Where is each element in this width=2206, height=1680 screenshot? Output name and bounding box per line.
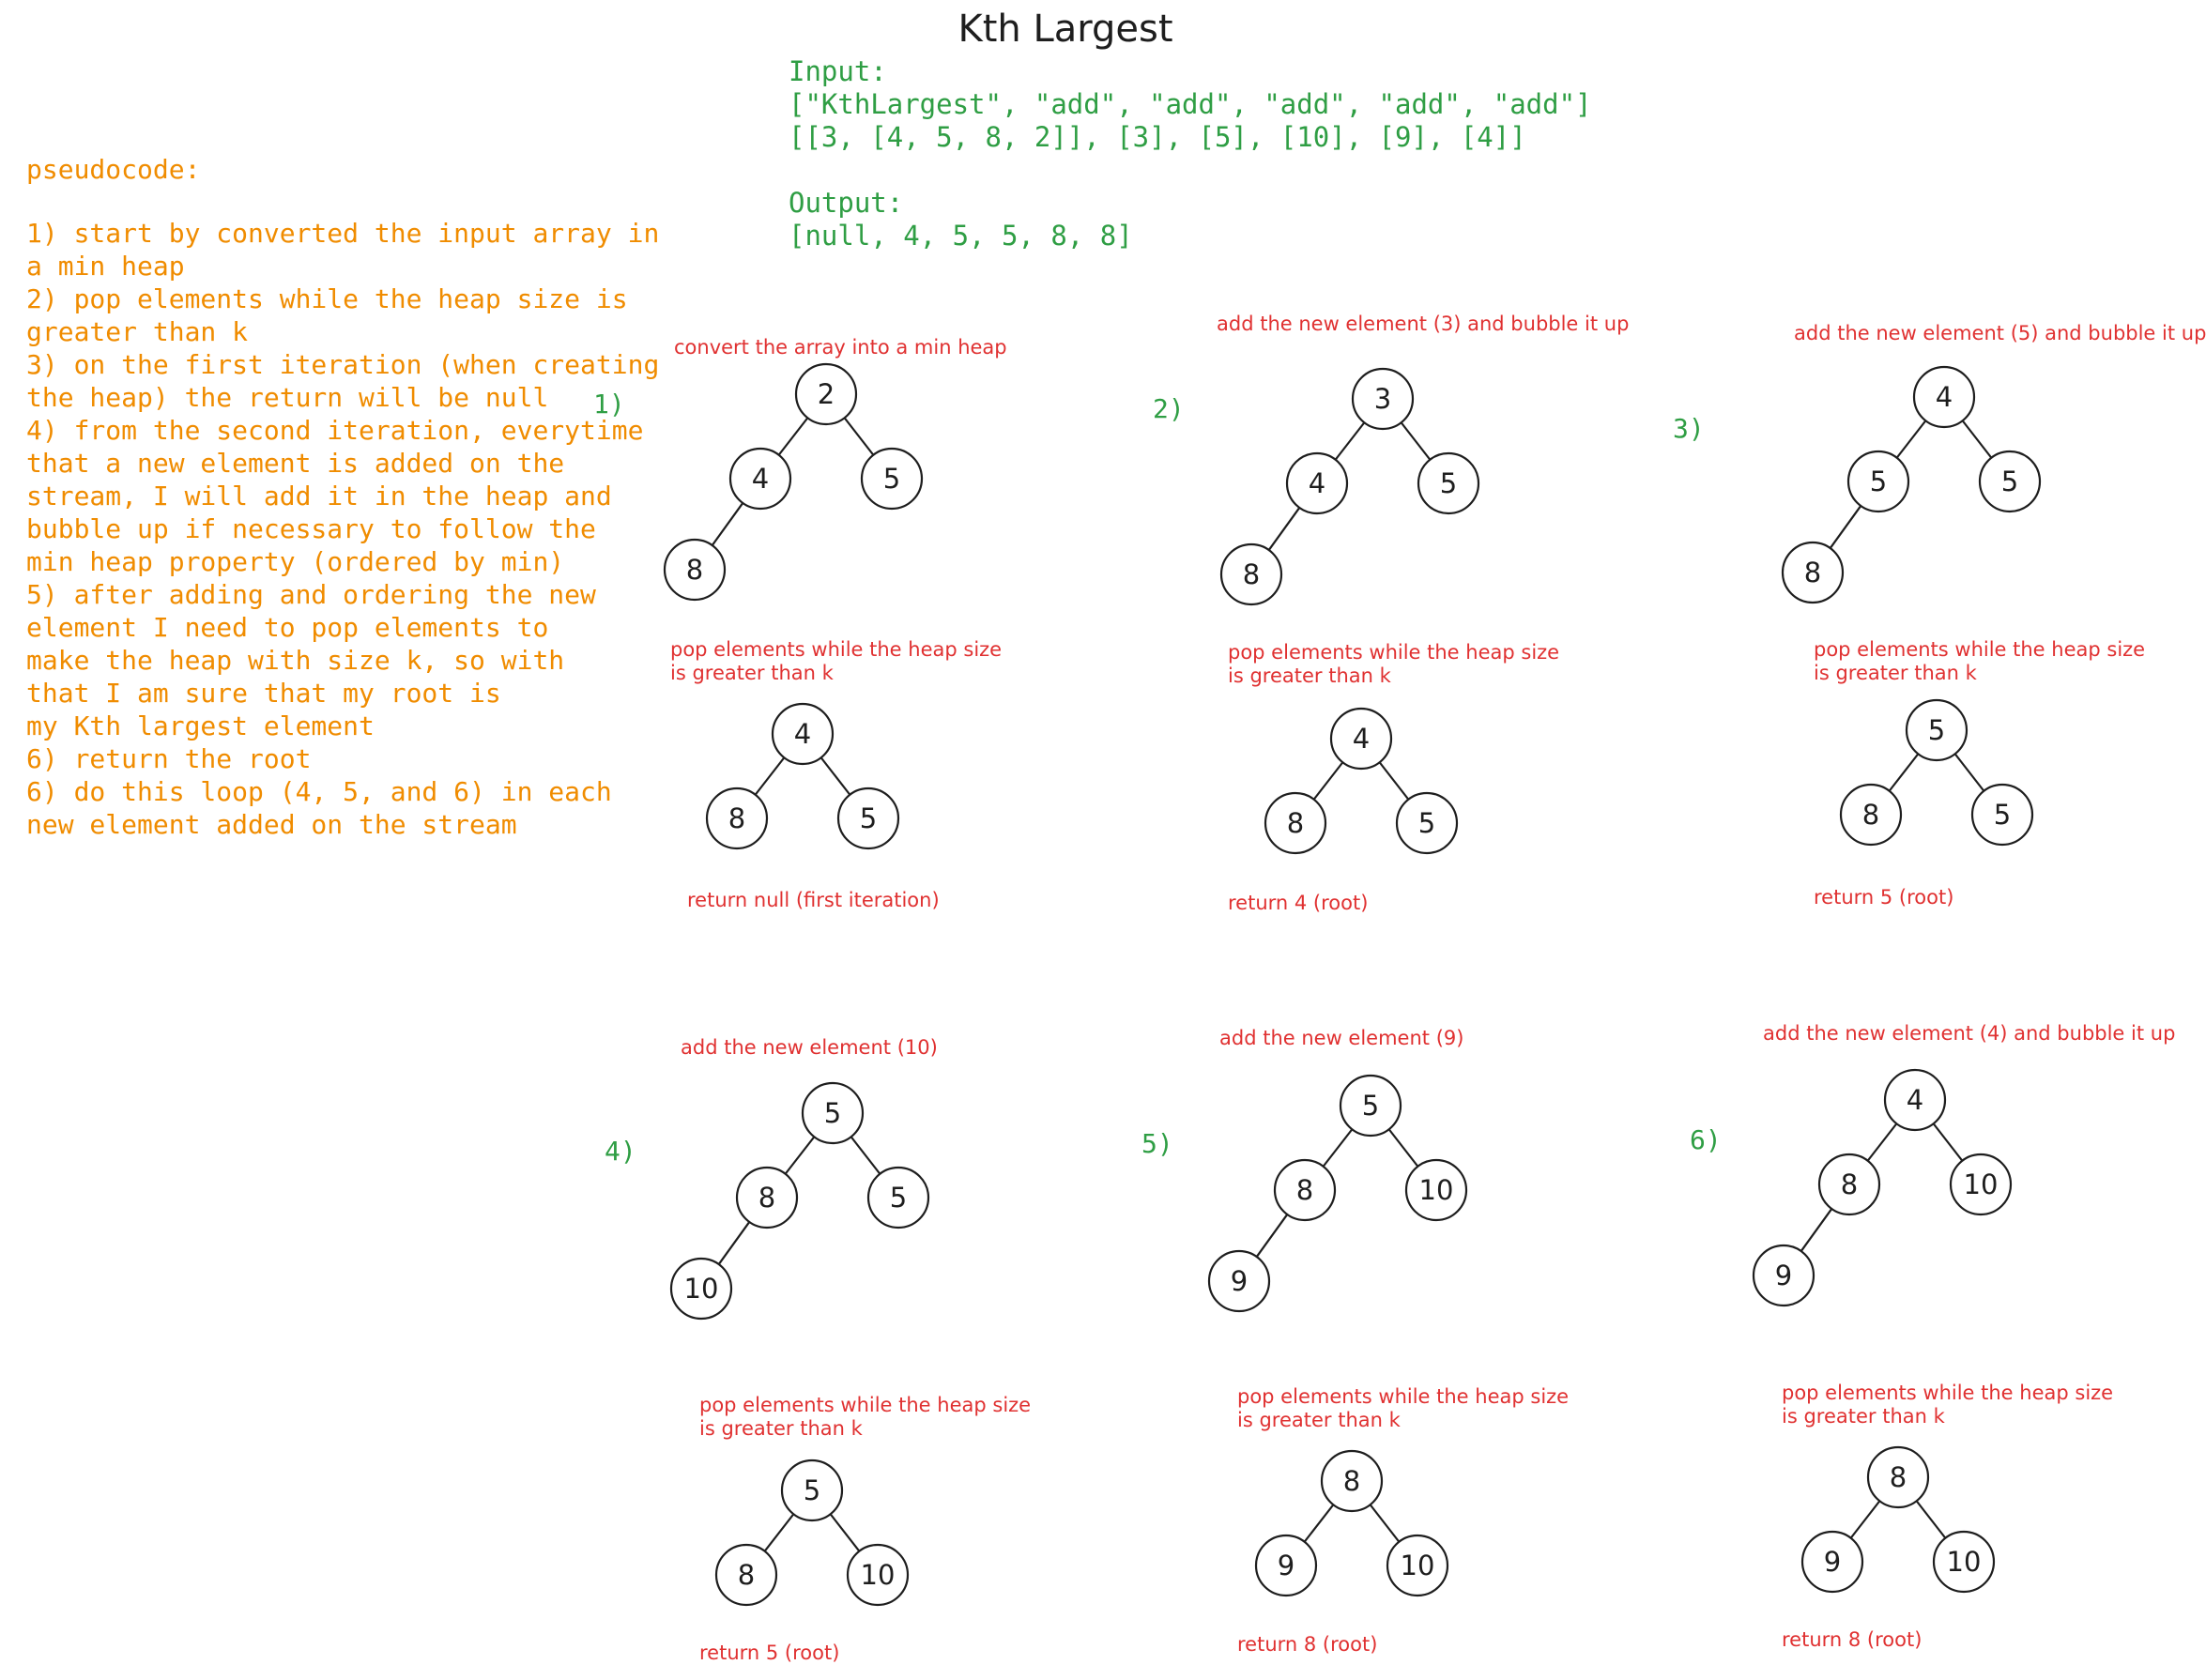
tree-edge: [1801, 1209, 1832, 1251]
pseudocode-line: a min heap: [26, 251, 185, 282]
pop-caption: is greater than k: [699, 1417, 863, 1440]
tree-edge: [1402, 422, 1431, 459]
heap-right-node-value: 5: [889, 1182, 908, 1214]
add-caption: add the new element (3) and bubble it up: [1217, 313, 1630, 335]
pseudocode-line: 6) return the root: [26, 743, 312, 774]
heap-root-node-value: 8: [1342, 1465, 1361, 1497]
tree-edge: [1269, 508, 1300, 550]
step-label: 2): [1153, 393, 1185, 424]
output-value: [null, 4, 5, 5, 8, 8]: [789, 220, 1133, 252]
pseudocode-line: stream, I will add it in the heap and: [26, 481, 612, 512]
heap-after-add: [1783, 367, 2040, 603]
heap-left-node-value: 5: [1869, 466, 1888, 497]
heap-right-node-value: 5: [2000, 466, 2019, 497]
return-value: return 8 (root): [1237, 1633, 1378, 1656]
tree-edge: [1851, 1501, 1880, 1537]
input-label: Input:: [789, 55, 887, 87]
tree-edge: [1314, 762, 1343, 799]
heap-right-node-value: 5: [1439, 467, 1458, 499]
heap-root-node-value: 4: [793, 718, 812, 750]
tree-edge: [1890, 754, 1919, 790]
pseudocode-line: 3) on the first iteration (when creating: [26, 349, 660, 380]
pop-caption: pop elements while the heap size: [1782, 1382, 2114, 1404]
pop-caption: is greater than k: [1228, 664, 1391, 687]
tree-edge: [1963, 420, 1992, 457]
step-2: [1153, 313, 1629, 914]
pseudocode-line: 1) start by converted the input array in: [26, 218, 660, 249]
heap-left-node-value: 8: [1861, 799, 1880, 831]
return-value: return 5 (root): [699, 1642, 840, 1664]
heap-right-node-value: 5: [1417, 807, 1436, 839]
heap-left-node-value: 9: [1277, 1550, 1295, 1581]
heap-after-add: [1209, 1076, 1466, 1311]
heap-after-pop: [1265, 709, 1457, 853]
heap-left-node-value: 9: [1823, 1546, 1842, 1578]
heap-right-node-value: 5: [1993, 799, 2012, 831]
heap-after-add: [665, 364, 922, 600]
step-label: 1): [593, 389, 625, 420]
heap-after-pop: [1841, 700, 2032, 845]
pseudocode-line: min heap property (ordered by min): [26, 546, 565, 577]
tree-edge: [1336, 422, 1365, 459]
heap-root-node-value: 3: [1373, 383, 1392, 415]
step-1: [593, 336, 1007, 911]
pseudocode-heading: pseudocode:: [26, 154, 201, 185]
tree-edge: [765, 1514, 794, 1550]
pop-caption: pop elements while the heap size: [670, 638, 1003, 661]
pop-caption: pop elements while the heap size: [1228, 641, 1560, 664]
tree-edge: [786, 1137, 815, 1173]
heap-left-node-value: 8: [728, 802, 746, 834]
heap-left-left-node-value: 10: [683, 1273, 719, 1305]
heap-left-node-value: 8: [758, 1182, 776, 1214]
heap-right-node-value: 10: [860, 1559, 896, 1591]
add-caption: add the new element (5) and bubble it up: [1794, 322, 2206, 344]
heap-left-left-node-value: 8: [1242, 558, 1261, 590]
heap-right-node-value: 5: [859, 802, 878, 834]
pop-caption: pop elements while the heap size: [1237, 1385, 1570, 1408]
pop-caption: is greater than k: [1814, 662, 1977, 684]
pseudocode-line: 6) do this loop (4, 5, and 6) in each: [26, 776, 612, 807]
heap-after-add: [671, 1083, 928, 1319]
pseudocode-block: [26, 154, 659, 840]
pop-caption: is greater than k: [1782, 1405, 1945, 1428]
heap-root-node-value: 5: [1361, 1090, 1380, 1122]
page-title: Kth Largest: [957, 8, 1173, 51]
pseudocode-line: my Kth largest element: [26, 710, 375, 741]
pseudocode-line: 2) pop elements while the heap size is: [26, 283, 628, 314]
heap-left-node-value: 8: [1286, 807, 1305, 839]
tree-edge: [831, 1514, 860, 1550]
tree-edge: [712, 503, 743, 545]
pop-caption: pop elements while the heap size: [699, 1394, 1032, 1416]
return-value: return 8 (root): [1782, 1628, 1923, 1651]
pseudocode-line: greater than k: [26, 316, 249, 347]
input-ops: ["KthLargest", "add", "add", "add", "add", "add"]: [789, 88, 1592, 120]
heap-root-node-value: 8: [1889, 1461, 1907, 1493]
heap-root-node-value: 5: [823, 1097, 842, 1129]
tree-edge: [1371, 1504, 1400, 1541]
step-label: 3): [1673, 413, 1705, 444]
heap-left-node-value: 8: [737, 1559, 756, 1591]
pseudocode-line: 4) from the second iteration, everytime: [26, 415, 644, 446]
tree-edge: [1831, 506, 1861, 548]
pop-caption: is greater than k: [1237, 1409, 1401, 1431]
heap-root-node-value: 4: [1935, 381, 1953, 413]
step-label: 4): [605, 1136, 636, 1167]
heap-right-node-value: 5: [882, 463, 901, 495]
heap-root-node-value: 4: [1352, 723, 1371, 755]
tree-edge: [1917, 1501, 1946, 1537]
heap-after-add: [1754, 1070, 2011, 1306]
pop-caption: pop elements while the heap size: [1814, 638, 2146, 661]
output-label: Output:: [789, 187, 904, 219]
return-value: return 5 (root): [1814, 886, 1954, 909]
tree-edge: [1897, 420, 1926, 457]
add-caption: add the new element (4) and bubble it up: [1763, 1022, 2176, 1045]
tree-edge: [1868, 1123, 1897, 1160]
heap-right-node-value: 10: [1400, 1550, 1435, 1581]
heap-root-node-value: 4: [1906, 1084, 1924, 1116]
heap-left-node-value: 4: [1308, 467, 1326, 499]
tree-edge: [756, 757, 785, 794]
tree-edge: [1380, 762, 1409, 799]
tree-edge: [1934, 1123, 1963, 1160]
step-label: 6): [1690, 1124, 1722, 1155]
heap-right-node-value: 10: [1946, 1546, 1982, 1578]
heap-left-left-node-value: 8: [685, 554, 704, 586]
heap-right-node-value: 10: [1963, 1168, 1999, 1200]
tree-edge: [779, 418, 808, 454]
tree-edge: [1955, 754, 1984, 790]
tree-edge: [1389, 1129, 1418, 1166]
input-args: [[3, [4, 5, 8, 2]], [3], [5], [10], [9], [4]]: [789, 121, 1526, 153]
add-caption: convert the array into a min heap: [674, 336, 1007, 359]
heap-left-left-node-value: 9: [1230, 1265, 1249, 1297]
heap-after-pop: [1256, 1451, 1448, 1596]
heap-left-node-value: 4: [751, 463, 770, 495]
heap-after-pop: [716, 1460, 908, 1605]
step-3: [1673, 322, 2206, 909]
tree-edge: [821, 757, 850, 794]
heap-left-node-value: 8: [1840, 1168, 1859, 1200]
heap-left-left-node-value: 8: [1803, 557, 1822, 588]
pseudocode-line: that I am sure that my root is: [26, 678, 501, 709]
step-6: [1690, 1022, 2175, 1651]
pseudocode-line: 5) after adding and ordering the new: [26, 579, 596, 610]
pseudocode-line: bubble up if necessary to follow the: [26, 513, 596, 544]
pseudocode-line: make the heap with size k, so with: [26, 645, 565, 676]
step-4: [605, 1036, 1031, 1664]
add-caption: add the new element (10): [681, 1036, 938, 1059]
step-label: 5): [1141, 1128, 1173, 1159]
tree-edge: [1324, 1129, 1353, 1166]
problem-statement: [789, 55, 1592, 252]
return-value: return null (first iteration): [687, 889, 940, 911]
step-5: [1141, 1027, 1569, 1656]
heap-right-node-value: 10: [1418, 1174, 1454, 1206]
heap-left-node-value: 8: [1295, 1174, 1314, 1206]
heap-steps: [593, 313, 2206, 1664]
tree-edge: [851, 1137, 881, 1173]
tree-edge: [1257, 1214, 1288, 1257]
heap-after-pop: [707, 704, 898, 848]
pop-caption: is greater than k: [670, 662, 834, 684]
heap-left-left-node-value: 9: [1774, 1260, 1793, 1291]
pseudocode-line: new element added on the stream: [26, 809, 517, 840]
add-caption: add the new element (9): [1219, 1027, 1464, 1049]
heap-root-node-value: 5: [803, 1474, 821, 1506]
tree-edge: [1305, 1504, 1334, 1541]
heap-after-add: [1221, 369, 1478, 604]
heap-root-node-value: 2: [817, 378, 835, 410]
return-value: return 4 (root): [1228, 892, 1369, 914]
pseudocode-line: that a new element is added on the: [26, 448, 565, 479]
tree-edge: [845, 418, 874, 454]
heap-after-pop: [1802, 1447, 1994, 1592]
tree-edge: [719, 1222, 750, 1264]
pseudocode-line: the heap) the return will be null: [26, 382, 549, 413]
pseudocode-line: element I need to pop elements to: [26, 612, 549, 643]
heap-root-node-value: 5: [1927, 714, 1946, 746]
